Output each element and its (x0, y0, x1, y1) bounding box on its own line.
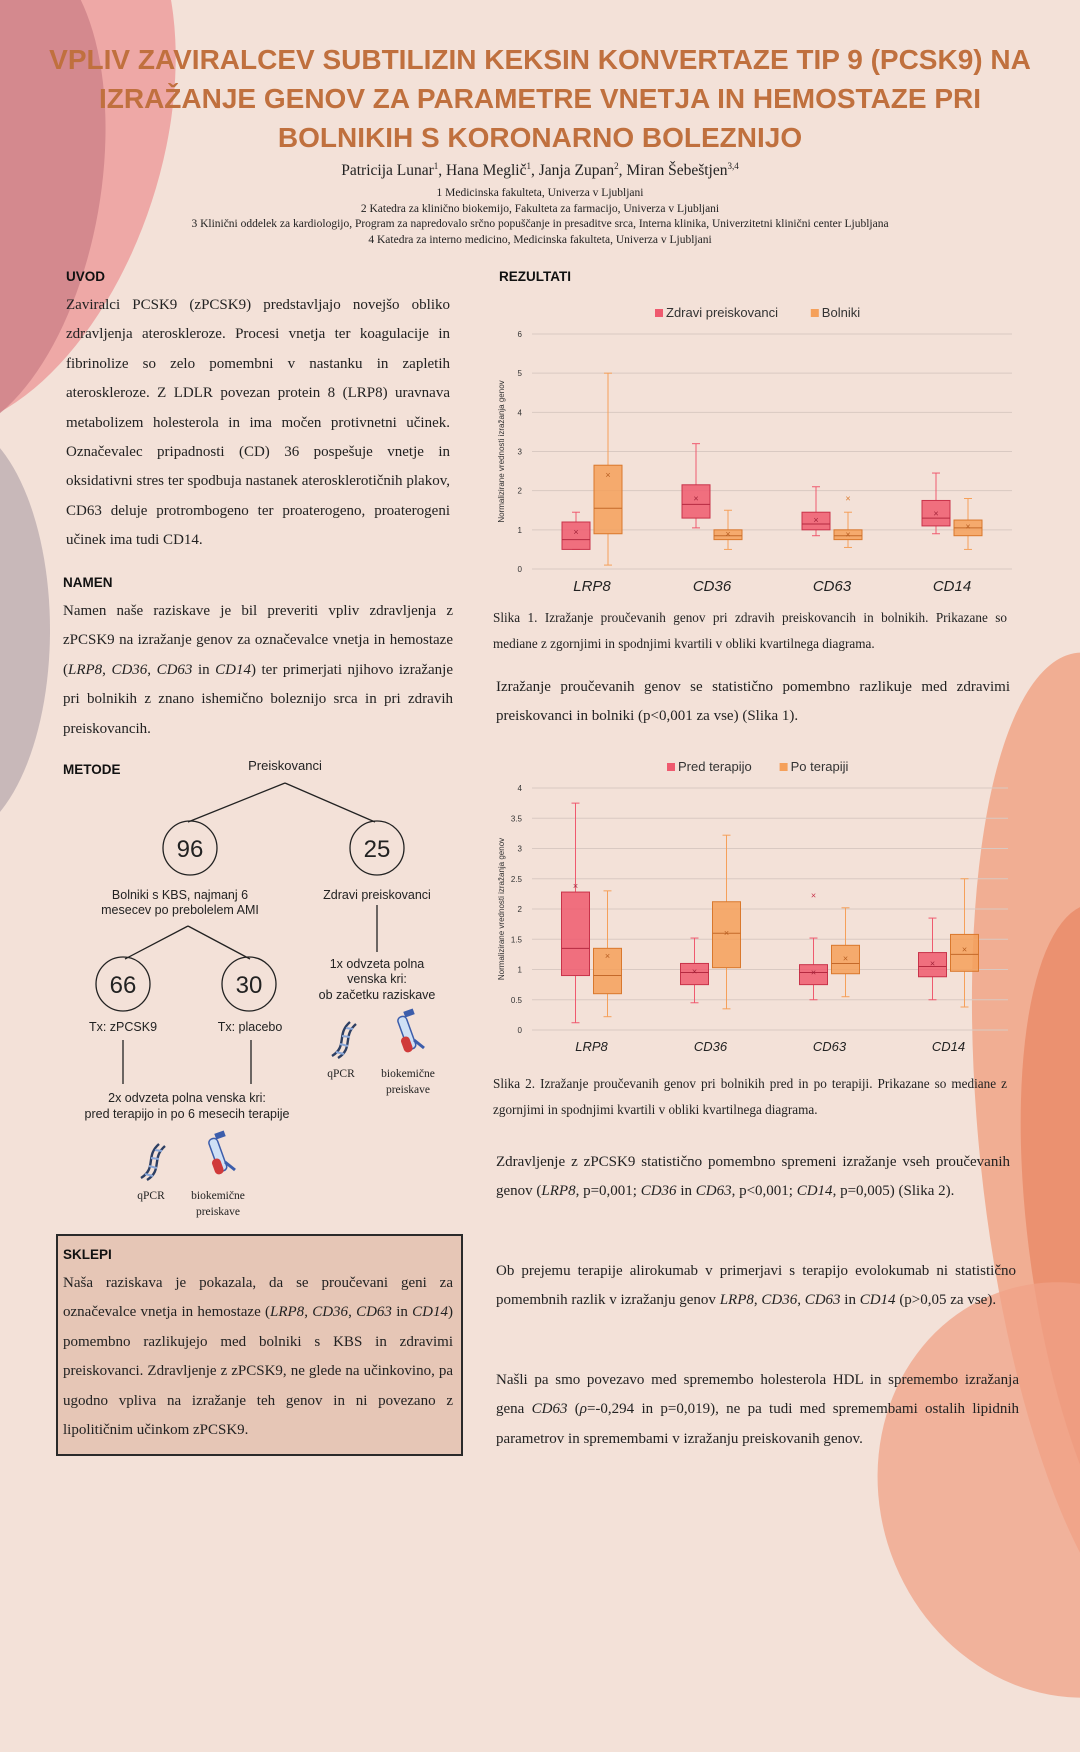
test-tube-icon (208, 1130, 235, 1175)
outlier-marker: × (845, 493, 851, 504)
n-placebo: 30 (235, 972, 263, 999)
gene-cd36: CD36 (761, 1292, 798, 1309)
healthy-blood-2: venska kri: (347, 972, 407, 986)
gene-cd14: CD14 (412, 1304, 449, 1321)
gene-cd36: CD36 (640, 1183, 677, 1200)
tx-zpcsk9: Tx: zPCSK9 (88, 1020, 158, 1034)
sklepi-sep-3: in (391, 1304, 413, 1321)
patients-label-1: Bolniki s KBS, najmanj 6 (111, 888, 249, 902)
result-text-4 (496, 1366, 1019, 1454)
y-tick-label: 3 (517, 447, 522, 457)
author-1-affil: 1 (433, 161, 439, 171)
n-zpcsk9: 66 (109, 972, 137, 999)
r4-text-1: Našli pa smo povezavo med spremembo holesterola HDL in spremembo izražanja gena (496, 1372, 1019, 1418)
r2-text-1: Zdravljenje z zPCSK9 statistično pomembno spremeni izražanje vseh proučevanih genov ( (496, 1154, 1010, 1200)
author-4-affil: 3,4 (727, 161, 739, 171)
r2-text-4: , p<0,001; (731, 1183, 797, 1200)
r2-text-2: , p=0,001; (575, 1183, 641, 1200)
sklepi-text (63, 1269, 453, 1445)
mean-marker: × (605, 470, 611, 480)
y-tick-label: 2 (517, 905, 522, 914)
test-tube-icon (397, 1008, 424, 1053)
y-tick-label: 3.5 (510, 814, 522, 824)
affiliation-2: 2 Katedra za klinično biokemijo, Fakulteta za farmacijo, Univerza v Ljubljani (360, 203, 720, 215)
healthy-blood-1: 1x odvzeta polna (329, 957, 425, 971)
y-tick-label: 6 (517, 330, 522, 339)
mean-marker: × (604, 951, 611, 962)
y-tick-label: 4 (517, 784, 522, 793)
gene-cd14: CD14 (215, 661, 251, 678)
gene-cd63: CD63 (356, 1304, 392, 1321)
mean-marker: × (813, 515, 819, 526)
namen-heading: NAMEN (63, 575, 113, 590)
affiliation-1: 1 Medicinska fakulteta, Univerza v Ljubljani (436, 187, 644, 199)
namen-sep-2: , (147, 661, 157, 678)
author-2-affil: 1 (526, 161, 531, 171)
tree-line (125, 926, 188, 959)
gene-lrp8: LRP8 (541, 1183, 576, 1200)
namen-sep-1: , (102, 661, 112, 678)
x-category-label: CD63 (812, 1039, 847, 1054)
author-2: , Hana Meglič (438, 162, 527, 180)
rho-symbol: ρ (579, 1401, 587, 1418)
author-list (40, 161, 1040, 180)
mean-marker: × (965, 521, 971, 532)
dna-icon (141, 1144, 165, 1180)
mean-marker: × (693, 493, 699, 504)
author-3-affil: 2 (614, 161, 619, 171)
mean-marker: × (691, 966, 698, 977)
tree-line (285, 783, 375, 822)
gene-cd63: CD63 (156, 661, 193, 678)
tree-line (188, 783, 285, 822)
patients-label-2: mesecev po prebolelem AMI (101, 903, 259, 917)
mean-marker: × (573, 526, 579, 537)
y-tick-label: 2 (517, 486, 522, 496)
gene-lrp8: LRP8 (270, 1304, 305, 1321)
mean-marker: × (842, 953, 849, 964)
gene-cd14: CD14 (796, 1183, 833, 1200)
mean-marker: × (961, 944, 968, 955)
author-4: , Miran Šebeštjen (618, 162, 728, 180)
figure-1-caption: Slika 1. Izražanje proučevanih genov pri zdravih preiskovancih in bolnikih. Prikazane so mediane z zgornjimi in spodnjimi kvartili v obliki kvartilnega diagrama. (493, 610, 1007, 651)
boxplot-chart-2 (492, 752, 1022, 1062)
legend-label: Bolniki (821, 305, 861, 320)
legend-swatch (655, 309, 663, 317)
mean-marker: × (810, 967, 817, 978)
rezultati-heading: REZULTATI (499, 269, 571, 284)
x-category-label: LRP8 (575, 1039, 608, 1054)
r2-text-5: , p=0,005) (Slika 2). (832, 1183, 955, 1200)
y-tick-label: 1 (517, 965, 522, 975)
legend-swatch (780, 763, 788, 771)
gene-cd36: CD36 (312, 1304, 349, 1321)
namen-text-2: ) ter primerjati njihovo izražanje pri bolnikih z znano ishemično boleznijo srca in pri zdravih preiskovancih. (63, 661, 453, 737)
y-tick-label: 0 (517, 1026, 522, 1035)
bio-label-healthy-2: preiskave (385, 1084, 431, 1096)
affiliation-4: 4 Katedra za interno medicino, Medicinska fakulteta, Univerza v Ljubljani (368, 234, 712, 246)
uvod-text: Zaviralci PCSK9 (zPCSK9) predstavljajo novejšo obliko zdravljenja ateroskleroze. Procesi vnetja ter koagulacije in fibrinolize so zelo pomembni v nastanku in zapletih ateroskleroze. Z LDLR povezan protein 8 (LRP8) uravnava metabolizem holesterola in ima močen protivnetni učinek. Označevalec pripadnosti (CD) 36 pospešuje vnetje in oksidativni stres ter spodbuja nastanek aterosklerotičnih plakov, CD63 deluje protrombogeno ter proaterogeno, proaterogeni učinek ima tudi CD14. (66, 297, 450, 549)
sklepi-text-2: ) pomembno razlikujejo med bolniki s KBS in zdravimi preiskovanci. Zdravljenje z zPCSK9, ne glede na učinkovino, pa ugodno vpliva na izražanje teh genov in ni povezano z lipolitičnim učinkom zPCSK9. (63, 1304, 454, 1439)
y-tick-label: 5 (517, 369, 522, 379)
x-category-label: CD36 (693, 1039, 728, 1054)
x-category-label: CD36 (692, 578, 732, 595)
legend-label: Zdravi preiskovanci (666, 305, 778, 320)
y-tick-label: 4 (517, 408, 522, 418)
y-tick-label: 0 (517, 565, 522, 574)
tx-placebo: Tx: placebo (217, 1020, 283, 1034)
y-axis-label: Normalizirane vrednosti izražanja genov (497, 380, 506, 523)
sklepi-heading: SKLEPI (63, 1247, 112, 1262)
result-text-2 (496, 1148, 1010, 1207)
box (562, 892, 590, 975)
mean-marker: × (845, 529, 851, 540)
gene-lrp8: LRP8 (68, 661, 103, 678)
gene-cd63: CD63 (531, 1401, 568, 1418)
legend-label: Pred terapijo (678, 759, 752, 774)
namen-text (63, 597, 453, 744)
mean-marker: × (723, 928, 730, 939)
y-tick-label: 3 (517, 844, 522, 854)
legend-swatch (667, 763, 675, 771)
author-1: Patricija Lunar (341, 162, 434, 180)
y-tick-label: 1.5 (510, 935, 522, 945)
y-axis-label: Normalizirane vrednosti izražanja genov (497, 837, 506, 981)
legend-swatch (811, 309, 819, 317)
gene-cd63: CD63 (804, 1292, 841, 1309)
mean-marker: × (725, 528, 731, 539)
y-tick-label: 2.5 (510, 874, 522, 884)
y-tick-label: 1 (517, 525, 522, 535)
healthy-blood-3: ob začetku raziskave (318, 988, 436, 1002)
gene-cd63: CD63 (695, 1183, 732, 1200)
r3-text-1: Ob prejemu terapije alirokumab v primerjavi s terapijo evolokumab ni statistično pomembnih razlik v izražanju genov (496, 1263, 1016, 1309)
root-label: Preiskovanci (248, 758, 322, 773)
uvod-heading: UVOD (66, 269, 106, 284)
r2-text-3: in (676, 1183, 696, 1200)
poster-title: VPLIV ZAVIRALCEV SUBTILIZIN KEKSIN KONVERTAZE TIP 9 (PCSK9) NA IZRAŽANJE GENOV ZA PARAMETRE VNETJA IN HEMOSTAZE PRI BOLNIKIH S KORONARNO BOLEZNIJO (49, 44, 1031, 153)
r4-text-2: ( (567, 1401, 580, 1418)
x-category-label: CD14 (932, 578, 972, 595)
metode-heading: METODE (63, 762, 121, 777)
outlier-marker: × (810, 890, 817, 901)
bio-label-patients-2: preiskave (195, 1206, 241, 1218)
r4-text-3: =-0,294 in p=0,019), ne pa tudi med spremembami ostalih lipidnih parametrov in spremembami v izražanju preiskovanih genov. (496, 1401, 1019, 1447)
patients-blood-1: 2x odvzeta polna venska kri: (108, 1091, 266, 1105)
affiliation-3: 3 Klinični oddelek za kardiologijo, Program za napredovalo srčno popuščanje in presaditve srca, Interna klinika, Univerzitetni klinični center Ljubljana (191, 218, 889, 230)
healthy-label: Zdravi preiskovanci (323, 888, 431, 902)
namen-sep-3: in (192, 661, 216, 678)
result-text-1: Izražanje proučevanih genov se statistično pomembno razlikuje med zdravimi preiskovanci in bolniki (p<0,001 za vse) (Slika 1). (496, 679, 1010, 725)
bio-label-healthy-1: biokemične (381, 1068, 435, 1080)
x-category-label: CD63 (812, 578, 852, 595)
n-healthy: 25 (363, 836, 391, 863)
result-text-3 (496, 1257, 1016, 1316)
legend-label: Po terapiji (790, 759, 849, 774)
x-category-label: CD14 (931, 1039, 966, 1054)
n-patients: 96 (176, 836, 204, 863)
gene-cd14: CD14 (859, 1292, 896, 1309)
author-3: , Janja Zupan (531, 162, 615, 180)
sklepi-sep-1: , (304, 1304, 313, 1321)
mean-marker: × (572, 881, 579, 892)
y-tick-label: 0.5 (510, 995, 522, 1005)
mean-marker: × (933, 508, 939, 519)
patients-blood-2: pred terapijo in po 6 mesecih terapije (84, 1107, 290, 1121)
methods-diagram (0, 750, 470, 1225)
r3-sep-1: , (753, 1292, 762, 1309)
boxplot-chart-1 (492, 296, 1022, 601)
bio-label-patients-1: biokemične (191, 1190, 245, 1202)
tree-line (188, 926, 250, 959)
r3-sep-2: , (797, 1292, 805, 1309)
x-category-label: LRP8 (573, 578, 611, 595)
qpcr-label-healthy: qPCR (327, 1068, 355, 1080)
mean-marker: × (929, 958, 936, 969)
qpcr-label-patients: qPCR (137, 1190, 165, 1202)
figure-2-caption: Slika 2. Izražanje proučevanih genov pri bolnikih pred in po terapiji. Prikazane so mediane z zgornjimi in spodnjimi kvartili v obliki kvartilnega diagrama. (493, 1076, 1007, 1117)
gene-lrp8: LRP8 (719, 1292, 754, 1309)
sklepi-sep-2: , (348, 1304, 357, 1321)
dna-icon (332, 1022, 356, 1058)
sklepi-text-1: Naša raziskava je pokazala, da se proučevani geni za označevalce vnetja in hemostaze ( (63, 1275, 453, 1321)
namen-text-1: Namen naše raziskave je bil preveriti vpliv zdravljenja z zPCSK9 na izražanje genov za označevalce vnetja in hemostaze ( (63, 603, 453, 678)
r3-text-2: (p>0,05 za vse). (895, 1292, 997, 1309)
r3-sep-3: in (840, 1292, 860, 1309)
gene-cd36: CD36 (111, 661, 148, 678)
